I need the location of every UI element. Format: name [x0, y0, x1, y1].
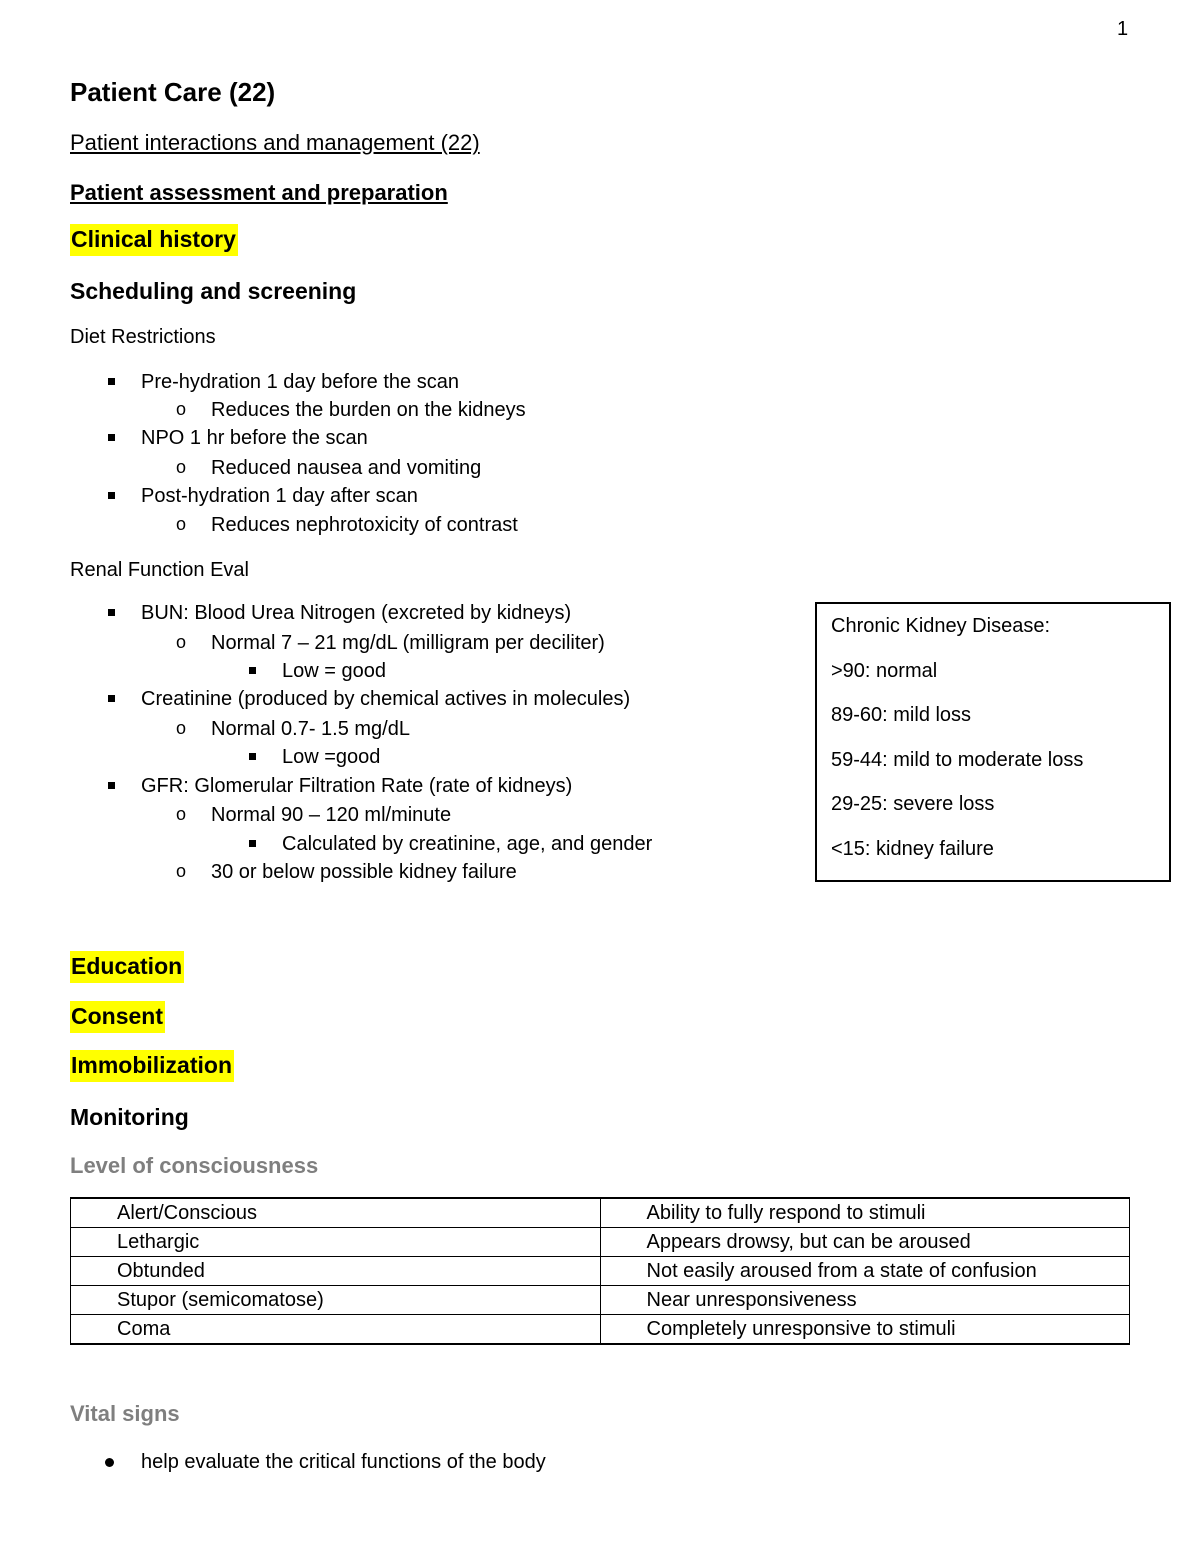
diet-item-2: NPO 1 hr before the scan — [141, 427, 368, 449]
table-cell-level: Obtunded — [71, 1257, 601, 1286]
table-cell-desc: Appears drowsy, but can be aroused — [600, 1228, 1130, 1257]
diet-heading: Diet Restrictions — [70, 326, 216, 348]
renal-heading: Renal Function Eval — [70, 559, 249, 581]
ckd-stage: <15: kidney failure — [831, 838, 994, 860]
square-bullet-icon — [108, 695, 115, 702]
diet-sub-3: Reduces nephrotoxicity of contrast — [211, 514, 518, 536]
monitoring-heading: Monitoring — [70, 1104, 189, 1130]
ckd-stage: >90: normal — [831, 660, 938, 682]
education-heading — [70, 953, 184, 980]
ckd-stage: 29-25: severe loss — [831, 793, 995, 815]
table-cell-desc: Near unresponsiveness — [600, 1286, 1130, 1315]
table-row — [71, 1198, 1130, 1228]
ckd-title: Chronic Kidney Disease: — [831, 615, 1050, 637]
square-bullet-icon — [108, 378, 115, 385]
table-cell-level: Lethargic — [71, 1228, 601, 1257]
circle-bullet-icon: o — [176, 632, 187, 652]
ckd-stage: 59-44: mild to moderate loss — [831, 749, 1084, 771]
renal-creatinine: Creatinine (produced by chemical actives in molecules) — [141, 688, 631, 710]
ckd-stage: 89-60: mild loss — [831, 704, 972, 726]
circle-bullet-icon: o — [176, 718, 187, 738]
square-bullet-icon — [249, 753, 256, 760]
table-row — [71, 1228, 1130, 1257]
circle-bullet-icon: o — [176, 804, 187, 824]
ckd-box — [815, 602, 1171, 882]
consent-text: Consent — [70, 1001, 165, 1033]
table-row — [71, 1315, 1130, 1345]
table-cell-desc: Ability to fully respond to stimuli — [600, 1198, 1130, 1228]
consciousness-table — [70, 1197, 1130, 1345]
square-bullet-icon — [249, 840, 256, 847]
education-text: Education — [70, 951, 184, 983]
diet-sub-2: Reduced nausea and vomiting — [211, 457, 482, 479]
square-bullet-icon — [108, 492, 115, 499]
table-cell-level: Stupor (semicomatose) — [71, 1286, 601, 1315]
section-heading: Patient assessment and preparation — [70, 180, 448, 205]
clinical-history-heading — [70, 226, 238, 253]
diet-item-1: Pre-hydration 1 day before the scan — [141, 371, 459, 393]
renal-creatinine-normal: Normal 0.7- 1.5 mg/dL — [211, 718, 410, 740]
renal-gfr: GFR: Glomerular Filtration Rate (rate of kidneys) — [141, 775, 573, 797]
renal-creatinine-low: Low =good — [282, 746, 381, 768]
immobilization-text: Immobilization — [70, 1050, 234, 1082]
subtitle: Patient interactions and management (22) — [70, 130, 480, 155]
table-cell-desc: Not easily aroused from a state of confusion — [600, 1257, 1130, 1286]
renal-gfr-normal: Normal 90 – 120 ml/minute — [211, 804, 452, 826]
renal-gfr-failure: 30 or below possible kidney failure — [211, 861, 517, 883]
page-title: Patient Care (22) — [70, 77, 276, 107]
circle-bullet-icon: o — [176, 457, 187, 477]
table-cell-level: Coma — [71, 1315, 601, 1345]
diet-sub-1: Reduces the burden on the kidneys — [211, 399, 526, 421]
clinical-history-text: Clinical history — [70, 224, 238, 256]
circle-bullet-icon: o — [176, 514, 187, 534]
table-row — [71, 1257, 1130, 1286]
scheduling-heading: Scheduling and screening — [70, 278, 357, 304]
renal-gfr-calc: Calculated by creatinine, age, and gender — [282, 833, 653, 855]
consciousness-heading: Level of consciousness — [70, 1153, 319, 1178]
table-cell-desc: Completely unresponsive to stimuli — [600, 1315, 1130, 1345]
table-row — [71, 1286, 1130, 1315]
renal-bun: BUN: Blood Urea Nitrogen (excreted by kidneys) — [141, 602, 572, 624]
consent-heading — [70, 1003, 165, 1030]
vitals-bullet: help evaluate the critical functions of the body — [141, 1451, 546, 1473]
square-bullet-icon — [108, 434, 115, 441]
circle-bullet-icon: o — [176, 861, 187, 881]
renal-bun-low: Low = good — [282, 660, 386, 682]
table-cell-level: Alert/Conscious — [71, 1198, 601, 1228]
circle-bullet-icon: o — [176, 399, 187, 419]
square-bullet-icon — [108, 782, 115, 789]
diet-item-3: Post-hydration 1 day after scan — [141, 485, 418, 507]
square-bullet-icon — [249, 667, 256, 674]
vitals-heading: Vital signs — [70, 1401, 180, 1426]
immobilization-heading — [70, 1052, 234, 1079]
page-number: 1 — [1117, 18, 1129, 40]
renal-bun-normal: Normal 7 – 21 mg/dL (milligram per deciliter) — [211, 632, 605, 654]
square-bullet-icon — [108, 609, 115, 616]
round-bullet-icon — [105, 1458, 114, 1467]
